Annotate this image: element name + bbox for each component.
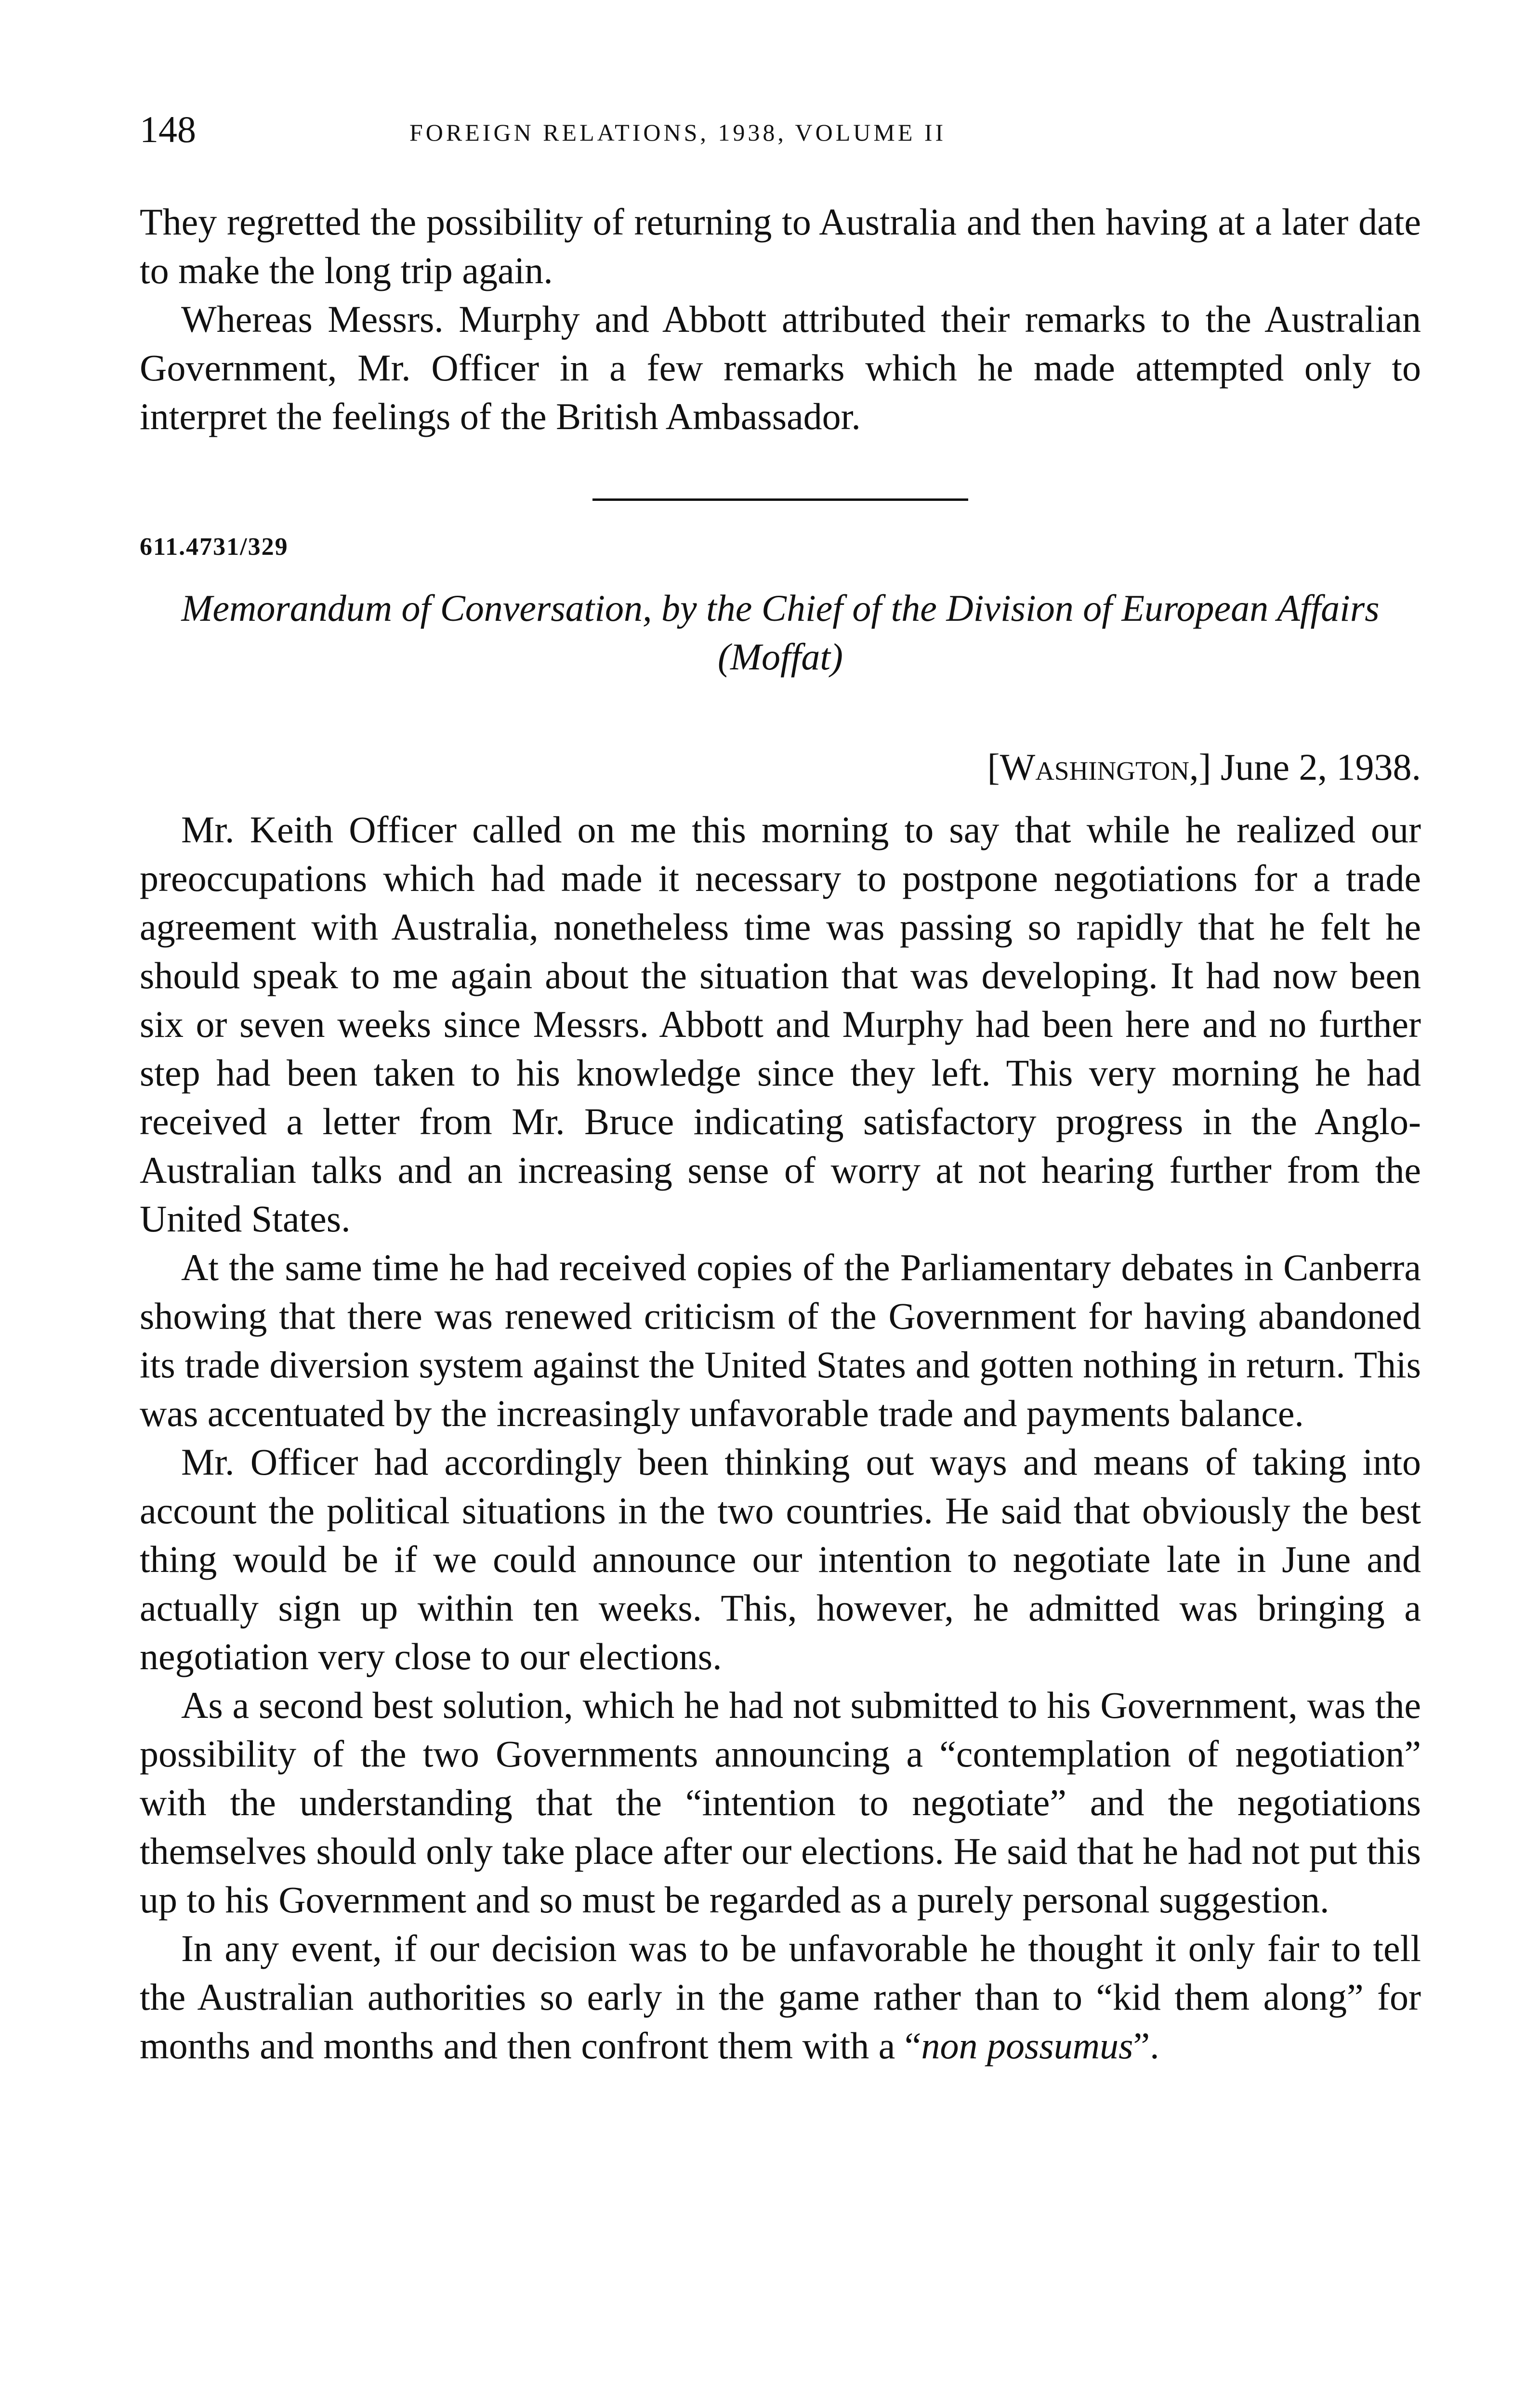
document-page (140, 96, 1421, 2070)
dateline (140, 748, 1421, 786)
dateline-place: [Washington,] (987, 746, 1211, 788)
running-title: FOREIGN RELATIONS, 1938, VOLUME II (409, 119, 947, 146)
page-number: 148 (140, 108, 196, 150)
continued-paragraph: Whereas Messrs. Murphy and Abbott attributed their remarks to the Australian Government, Mr. Officer in a few remarks which he made attempted only to interpret the feelings of the British Ambassador. (140, 298, 1421, 437)
non-possumus-phrase: non possumus (921, 2025, 1133, 2067)
body-paragraph-last (140, 1924, 1421, 2070)
section-divider (592, 498, 968, 501)
body-paragraph: Mr. Keith Officer called on me this morning to say that while he realized our preoccupations which had made it necessary to postpone negotiations for a trade agreement with Australia, nonetheless time was passing so rapidly that he felt he should speak to me again about the situation that was developing. It had now been six or seven weeks since Messrs. Abbott and Murphy had been here and no further step had been taken to his knowledge since they left. This very morning he had received a letter from Mr. Bruce indicating satisfactory progress in the Anglo-Australian talks and an increasing sense of worry at not hearing further from the United States. (140, 809, 1421, 1240)
document-title: Memorandum of Conversation, by the Chief of the Division of European Affairs (Moffat) (181, 587, 1380, 678)
body-paragraph: As a second best solution, which he had not submitted to his Government, was the possibility of the two Governments announcing a “contemplation of negotiation” with the understanding that the “intention to negotiate” and the negotiations themselves should only take place after our elections. He said that he had not put this up to his Government and so must be regarded as a purely personal suggestion. (140, 1684, 1421, 1921)
dateline-date: June 2, 1938. (1221, 746, 1421, 788)
body-paragraph: Mr. Officer had accordingly been thinking out ways and means of taking into account the political situations in the two countries. He said that obviously the best thing would be if we could announce our intention to negotiate late in June and actually sign up within ten weeks. This, however, he admitted was bringing a negotiation very close to our elections. (140, 1441, 1421, 1677)
continued-paragraph: They regretted the possibility of returning to Australia and then having at a later date to make the long trip again. (140, 201, 1421, 291)
body-paragraph: At the same time he had received copies of the Parliamentary debates in Canberra showing that there was renewed criticism of the Government for having abandoned its trade diversion system against the United States and gotten nothing in return. This was accentuated by the increasingly unfavorable trade and payments balance. (140, 1246, 1421, 1434)
last-paragraph-lead: In any event, if our decision was to be unfavorable he thought it only fair to tell the Australian authorities so early in the game rather than to “kid them along” for months and months and then confront them with a “ (140, 1927, 1421, 2067)
last-paragraph-tail: ”. (1133, 2025, 1159, 2067)
file-number: 611.4731/329 (140, 533, 289, 561)
running-head (140, 96, 1421, 154)
